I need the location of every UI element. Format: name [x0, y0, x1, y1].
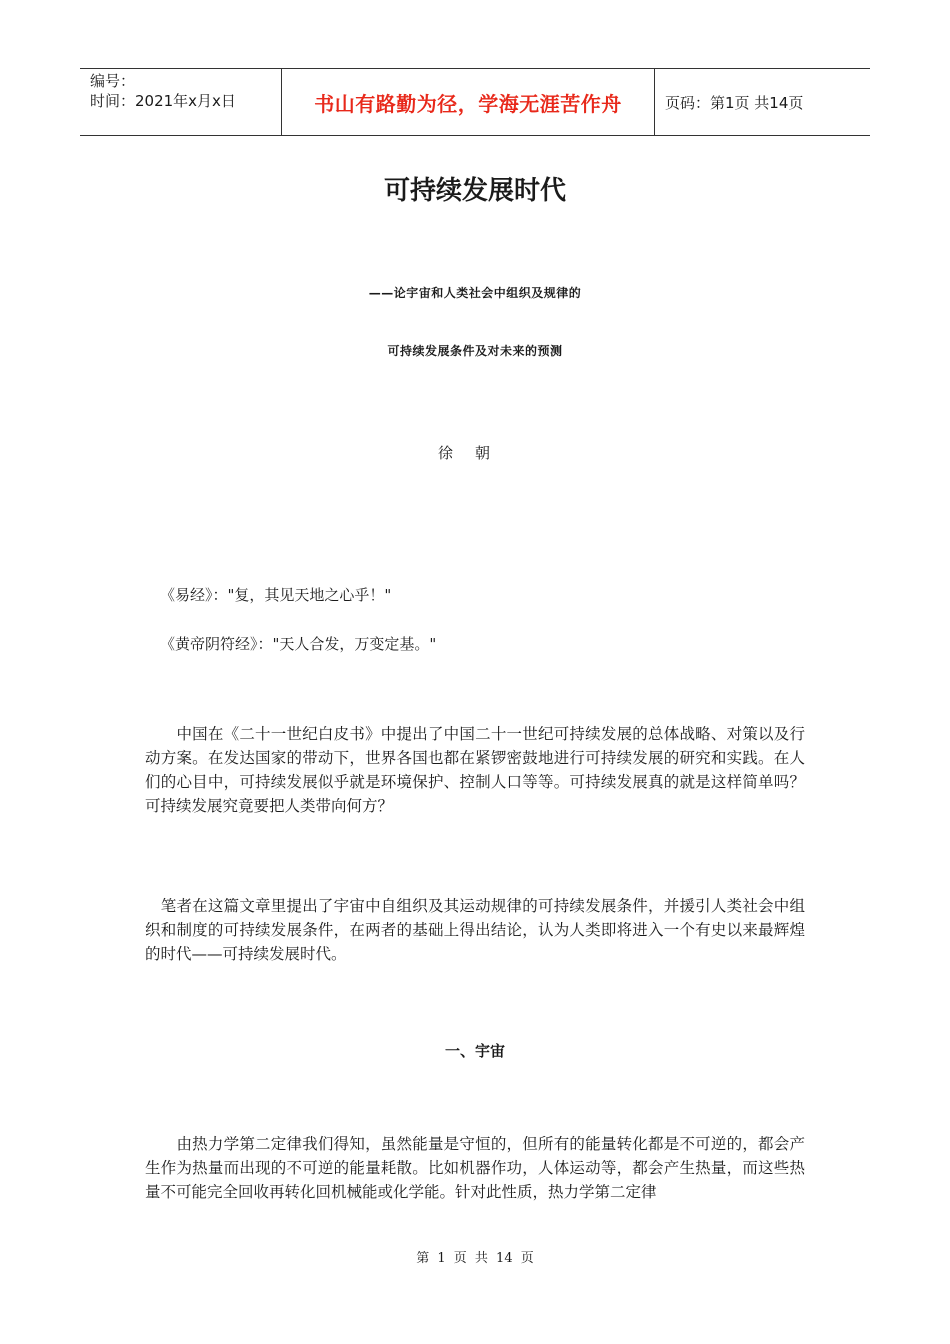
document-date: 时间：2021年x月x日 — [90, 92, 236, 110]
document-subtitle-line1: ——论宇宙和人类社会中组织及规律的 — [368, 286, 582, 300]
paragraph-thesis: 笔者在这篇文章里提出了宇宙中自组织及其运动规律的可持续发展条件，并援引人类社会中组织和制度的可持续发展条件，在两者的基础上得出结论，认为人类即将进入一个有史以来最辉煌的时代——可持续发展时代。 — [145, 897, 805, 963]
document-author: 徐朝 — [437, 444, 512, 462]
page-footer: 第 1 页 共 14 页 — [416, 1251, 534, 1266]
document-title: 可持续发展时代 — [383, 176, 566, 206]
paragraph-intro: 中国在《二十一世纪白皮书》中提出了中国二十一世纪可持续发展的总体战略、对策以及行动方案。在发达国家的带动下，世界各国也都在紧锣密鼓地进行可持续发展的研究和实践。在人们的心目中，可持续发展似乎就是环境保护、控制人口等等。可持续发展真的就是这样简单吗？可持续发展究竟要把人类带向何方？ — [145, 725, 805, 815]
epigraph-yinfujing: 《黄帝阴符经》："天人合发，万变定基。" — [160, 635, 437, 653]
header-motto: 书山有路勤为径，学海无涯苦作舟 — [281, 69, 655, 135]
document-subtitle-line2: 可持续发展条件及对未来的预测 — [387, 344, 563, 358]
epigraph-yijing: 《易经》："复，其见天地之心乎！" — [160, 586, 392, 604]
document-number: 编号： — [90, 72, 136, 90]
paragraph-thermodynamics: 由热力学第二定律我们得知，虽然能量是守恒的，但所有的能量转化都是不可逆的，都会产生作为热量而出现的不可逆的能量耗散。比如机器作功，人体运动等，都会产生热量，而这些热量不可能完全回收再转化回机械能或化学能。针对此性质，热力学第二定律 — [145, 1135, 805, 1201]
header-meta — [80, 69, 281, 135]
header-page-number: 页码：第1页 共14页 — [665, 93, 804, 112]
section-heading-universe: 一、宇宙 — [444, 1042, 505, 1060]
document-header — [80, 68, 870, 136]
